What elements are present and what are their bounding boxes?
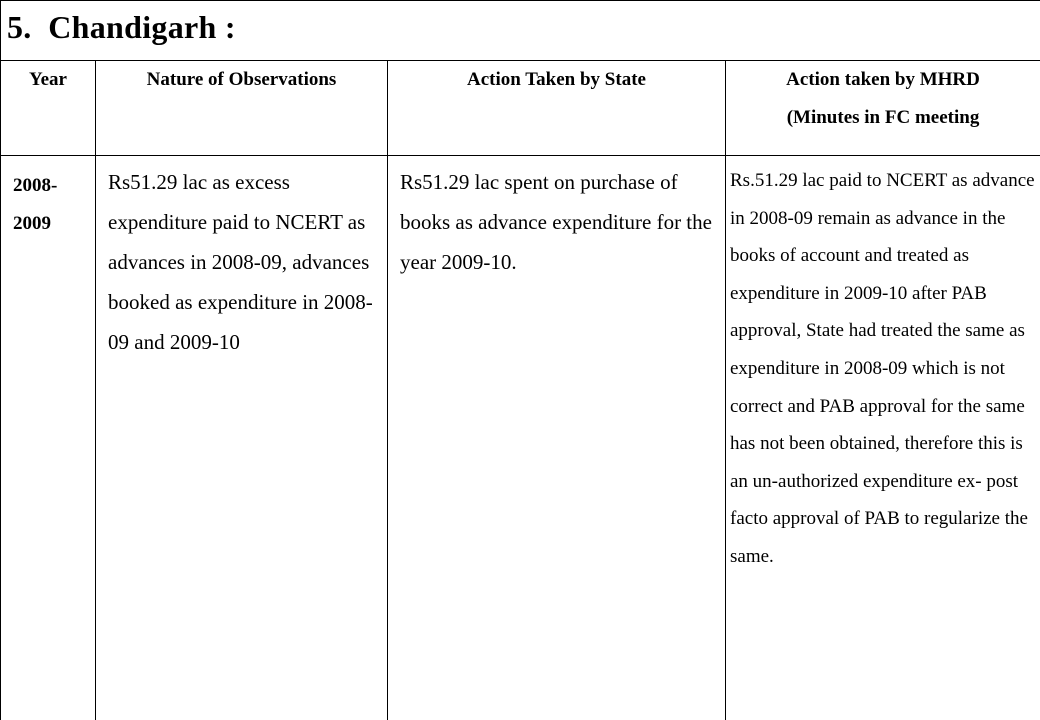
cell-action-by-mhrd: Rs.51.29 lac paid to NCERT as advance in 2008-09 remain as advance in the books of account and treated as expenditure in 2009-10 after PAB approval, State had treated the same as expenditure in 2008-09 which is not correct and PAB approval for the same has not been obtained, therefore this is an un-authorized expenditure ex- post facto approval of PAB to regularize the same.	[726, 156, 1040, 720]
table-row	[1, 156, 1040, 720]
cell-nature-of-observations: Rs51.29 lac as excess expenditure paid to NCERT as advances in 2008-09, advances booked as expenditure in 2008-09 and 2009-10	[96, 156, 388, 720]
header-action-by-mhrd	[726, 61, 1040, 156]
year-line1: 2008-	[13, 175, 58, 196]
header-row	[1, 61, 1040, 156]
header-action-by-mhrd-line2: (Minutes in FC meeting	[786, 107, 980, 128]
title-row	[1, 1, 1040, 61]
header-nature-of-observations: Nature of Observations	[96, 61, 388, 156]
header-year: Year	[1, 61, 96, 156]
year-line2: 2009	[13, 213, 51, 234]
cell-action-by-state: Rs51.29 lac spent on purchase of books as advance expenditure for the year 2009-10.	[388, 156, 726, 720]
header-action-by-state: Action Taken by State	[388, 61, 726, 156]
cell-year	[1, 156, 96, 720]
header-action-by-mhrd-line1: Action taken by MHRD	[786, 69, 980, 90]
section-title: 5. Chandigarh :	[1, 1, 1040, 61]
